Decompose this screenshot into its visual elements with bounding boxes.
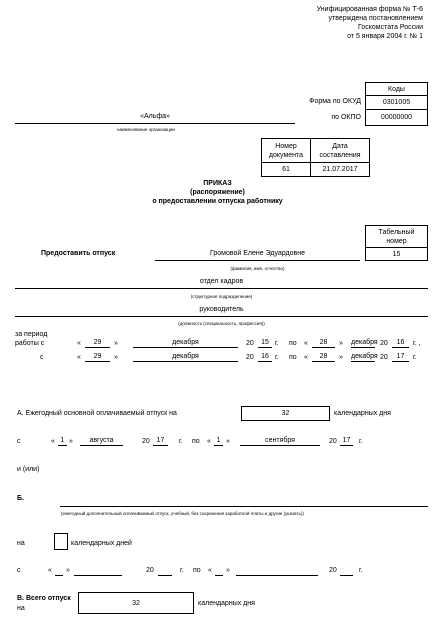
section-v-days: 32 <box>78 592 194 614</box>
order-title: ПРИКАЗ <box>203 180 232 187</box>
section-b-month-from <box>74 575 122 576</box>
section-b-days-box <box>54 533 68 550</box>
section-a-day-to: 1 <box>214 436 223 446</box>
section-a-days-suffix: календарных дня <box>334 410 391 417</box>
period-label2: работы с <box>15 340 45 347</box>
period2-day-to: 28 <box>312 352 335 362</box>
okud-label: Форма по ОКУД <box>309 98 361 105</box>
organization-name: «Альфа» <box>140 113 170 120</box>
period2-year-to: 17 <box>392 352 409 362</box>
period2-rquote: » <box>114 354 118 361</box>
period1-rquote2: » <box>339 340 343 347</box>
codes-header: Коды <box>365 82 428 96</box>
form-header-line1: Унифицированная форма № Т-6 <box>316 6 423 13</box>
period1-lquote2: « <box>304 340 308 347</box>
period2-po: по <box>289 354 297 361</box>
period1-po: по <box>289 340 297 347</box>
section-b-day-to <box>215 575 223 576</box>
section-b-na: на <box>17 540 25 547</box>
period2-g-to: г. <box>413 354 417 361</box>
period2-g: г. <box>275 354 279 361</box>
section-b-g1: г. <box>180 567 184 574</box>
section-b-lquote: « <box>48 567 52 574</box>
section-b-rquote: » <box>66 567 70 574</box>
section-b-rquote2: » <box>226 567 230 574</box>
section-b-label: Б. <box>17 495 24 502</box>
period1-g: г. <box>275 340 279 347</box>
section-a-rquote2: » <box>226 438 230 445</box>
order-description: о предоставлении отпуска работнику <box>152 198 283 205</box>
section-a-month-to: сентября <box>240 436 320 446</box>
period2-s: с <box>40 354 44 361</box>
period1-year-prefix-to: 20 <box>380 340 388 347</box>
period1-day-from: 29 <box>85 338 110 348</box>
period2-lquote2: « <box>304 354 308 361</box>
period1-month-to: декабря <box>351 339 378 346</box>
section-v-na: на <box>17 605 25 612</box>
position: руководитель <box>199 306 244 313</box>
section-v-days-suffix: календарных дня <box>198 600 255 607</box>
period2-month-to: декабря <box>351 353 378 360</box>
form-header-line3: Госкомстата России <box>358 24 423 31</box>
section-b-year-prefix-from: 20 <box>146 567 154 574</box>
section-a-day-from: 1 <box>58 436 67 446</box>
section-a-month-from: августа <box>80 436 123 446</box>
doc-number: 61 <box>261 162 311 177</box>
section-b-s: с <box>17 567 21 574</box>
and-or-label: и (или) <box>17 466 40 473</box>
section-a-g1: г. <box>179 438 183 445</box>
period2-month-from: декабря <box>133 352 238 362</box>
tab-number: 15 <box>365 247 428 261</box>
section-a-s: с <box>17 438 21 445</box>
tab-number-header: Табельный номер <box>365 225 428 248</box>
section-a-year-prefix-to: 20 <box>329 438 337 445</box>
period1-month-from: декабря <box>133 338 238 348</box>
form-header-line4: от 5 января 2004 г. № 1 <box>347 33 423 40</box>
period2-year-prefix-to: 20 <box>380 354 388 361</box>
position-caption: (должность (специальность, профессия)) <box>178 321 265 326</box>
grant-leave-label: Предоставить отпуск <box>41 250 116 257</box>
section-v-label: В. Всего отпуск <box>17 595 71 602</box>
period2-day-from: 29 <box>85 352 110 362</box>
period1-g-to: г. , <box>413 340 421 347</box>
period2-rquote2: » <box>339 354 343 361</box>
employee-name: Громовой Елене Эдуардовне <box>209 250 305 257</box>
doc-number-header: Номер документа <box>261 138 311 163</box>
section-b-days-suffix: календарных дней <box>71 540 132 547</box>
employee-name-line <box>155 260 360 261</box>
okpo-code: 00000000 <box>365 109 428 126</box>
order-subtitle: (распоряжение) <box>190 189 245 196</box>
organization-caption: наименование организации <box>117 127 175 132</box>
section-a-days: 32 <box>241 406 330 421</box>
form-header-line2: утверждена постановлением <box>328 15 423 22</box>
department-line <box>15 288 428 289</box>
section-a-g2: г. <box>359 438 363 445</box>
section-b-day-from <box>55 575 63 576</box>
period1-year-from: 15 <box>258 338 272 348</box>
section-b-g2: г. <box>359 567 363 574</box>
section-b-lquote2: « <box>208 567 212 574</box>
section-a-lquote2: « <box>207 438 211 445</box>
period2-year-from: 16 <box>258 352 272 362</box>
period1-rquote: » <box>114 340 118 347</box>
department-caption: (структурное подразделение) <box>190 294 253 299</box>
period2-lquote: « <box>77 354 81 361</box>
section-a-year-to: 17 <box>340 436 353 446</box>
section-b-caption: (ежегодный дополнительный оплачиваемый отпуск, учебный, без сохранения заработной платы и другие (указать)) <box>61 511 304 516</box>
doc-date: 21.07.2017 <box>310 162 370 177</box>
section-b-year-prefix-to: 20 <box>329 567 337 574</box>
period1-year-to: 16 <box>392 338 409 348</box>
section-b-month-to <box>236 575 318 576</box>
position-line <box>15 316 428 317</box>
period1-lquote: « <box>77 340 81 347</box>
department: отдел кадров <box>199 278 244 285</box>
section-b-year-from <box>158 575 172 576</box>
period-label1: за период <box>15 331 48 338</box>
doc-date-header: Дата составления <box>310 138 370 163</box>
section-a-po: по <box>192 438 200 445</box>
section-a-rquote: » <box>69 438 73 445</box>
section-a-year-from: 17 <box>153 436 168 446</box>
section-a-label: А. Ежегодный основной оплачиваемый отпуск на <box>17 410 177 417</box>
okud-code: 0301005 <box>365 95 428 110</box>
period1-year-prefix-from: 20 <box>246 340 254 347</box>
employee-name-caption: (фамилия, имя, отчество) <box>230 266 285 271</box>
section-a-year-prefix-from: 20 <box>142 438 150 445</box>
section-a-lquote: « <box>51 438 55 445</box>
section-b-year-to <box>340 575 353 576</box>
organization-line <box>15 123 295 124</box>
section-b-line <box>60 506 428 507</box>
section-b-po: по <box>193 567 201 574</box>
period1-day-to: 28 <box>312 338 335 348</box>
period2-year-prefix-from: 20 <box>246 354 254 361</box>
okpo-label: по ОКПО <box>331 114 361 121</box>
